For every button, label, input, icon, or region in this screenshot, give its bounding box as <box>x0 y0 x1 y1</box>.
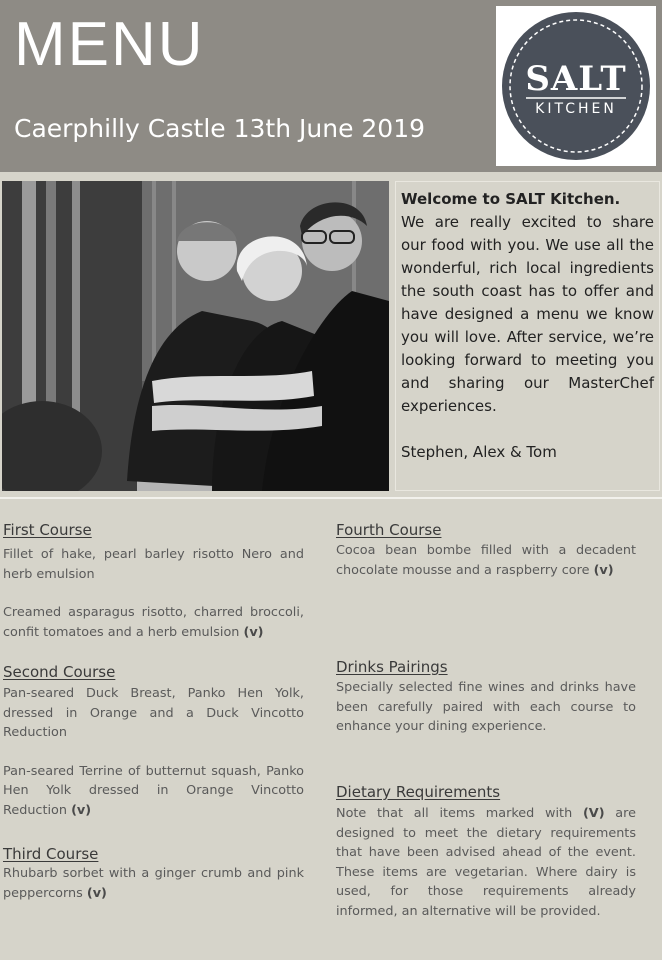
fourth-course-section <box>336 520 636 580</box>
first-course-item-asparagus <box>3 603 304 642</box>
drinks-pairings-title: Drinks Pairings <box>336 658 448 676</box>
drinks-pairings-section <box>336 657 636 737</box>
second-course-section <box>3 662 304 820</box>
salt-kitchen-logo <box>496 6 656 166</box>
second-course-item-terrine-text: Pan-seared Terrine of butternut squash, Panko Hen Yolk dressed in Orange Vincotto Reduction <box>3 763 304 818</box>
event-subtitle: Caerphilly Castle 13th June 2019 <box>14 114 426 143</box>
logo-word-kitchen: KITCHEN <box>535 101 617 117</box>
vegetarian-mark: (v) <box>71 802 92 818</box>
fourth-course-item-bombe-text: Cocoa bean bombe filled with a decadent chocolate mousse and a raspberry core <box>336 543 636 578</box>
fourth-course-title: Fourth Course <box>336 521 442 539</box>
second-course-item-duck: Pan-seared Duck Breast, Panko Hen Yolk, dressed in Orange and a Duck Vincotto Reduction <box>3 686 304 740</box>
vegetarian-mark: (v) <box>593 562 614 578</box>
first-course-title: First Course <box>3 521 92 539</box>
vegetarian-mark: (v) <box>243 624 264 640</box>
chefs-photo-illustration <box>2 181 389 491</box>
chefs-photo <box>2 181 389 491</box>
third-course-title: Third Course <box>3 845 99 863</box>
fourth-course-item-bombe <box>336 541 636 580</box>
dietary-requirements-section <box>336 782 636 921</box>
welcome-heading: Welcome to SALT Kitchen. <box>401 190 621 208</box>
dietary-requirements-title: Dietary Requirements <box>336 783 501 801</box>
second-course-item-terrine <box>3 762 304 821</box>
vegetarian-mark: (V) <box>582 806 605 821</box>
first-course-item-asparagus-text: Creamed asparagus risotto, charred broccoli, confit tomatoes and a herb emulsion <box>3 605 304 640</box>
second-course-title: Second Course <box>3 663 116 681</box>
third-course-item-rhubarb <box>3 864 304 903</box>
header-banner <box>0 0 662 172</box>
logo-word-salt: SALT <box>525 59 627 99</box>
third-course-section <box>3 844 304 903</box>
page-title: MENU <box>14 10 205 79</box>
welcome-signature: Stephen, Alex & Tom <box>401 443 557 461</box>
section-divider <box>0 497 662 499</box>
first-course-section <box>3 520 304 642</box>
first-course-item-hake: Fillet of hake, pearl barley risotto Nero and herb emulsion <box>3 547 304 582</box>
vegetarian-mark: (v) <box>86 885 107 901</box>
dietary-text-before: Note that all items marked with <box>336 806 573 821</box>
third-course-item-rhubarb-text: Rhubarb sorbet with a ginger crumb and pink peppercorns <box>3 866 304 901</box>
dietary-text-after: are designed to meet the dietary requirements that have been advised ahead of the event. These items are vegetarian. Where dairy is used, for those requirements already informed, an alternative will be provided. <box>336 806 636 919</box>
drinks-pairings-text: Specially selected fine wines and drinks have been carefully paired with each course to enhance your dining experience. <box>336 680 636 734</box>
welcome-body: We are really excited to share our food with you. We use all the wonderful, rich local ingredients the south coast has to offer and have designed a menu we know you will love. After service, we’re looking forward to meeting you and sharing our MasterChef experiences. <box>401 213 654 415</box>
welcome-panel <box>395 181 660 491</box>
dietary-requirements-text <box>336 804 636 921</box>
